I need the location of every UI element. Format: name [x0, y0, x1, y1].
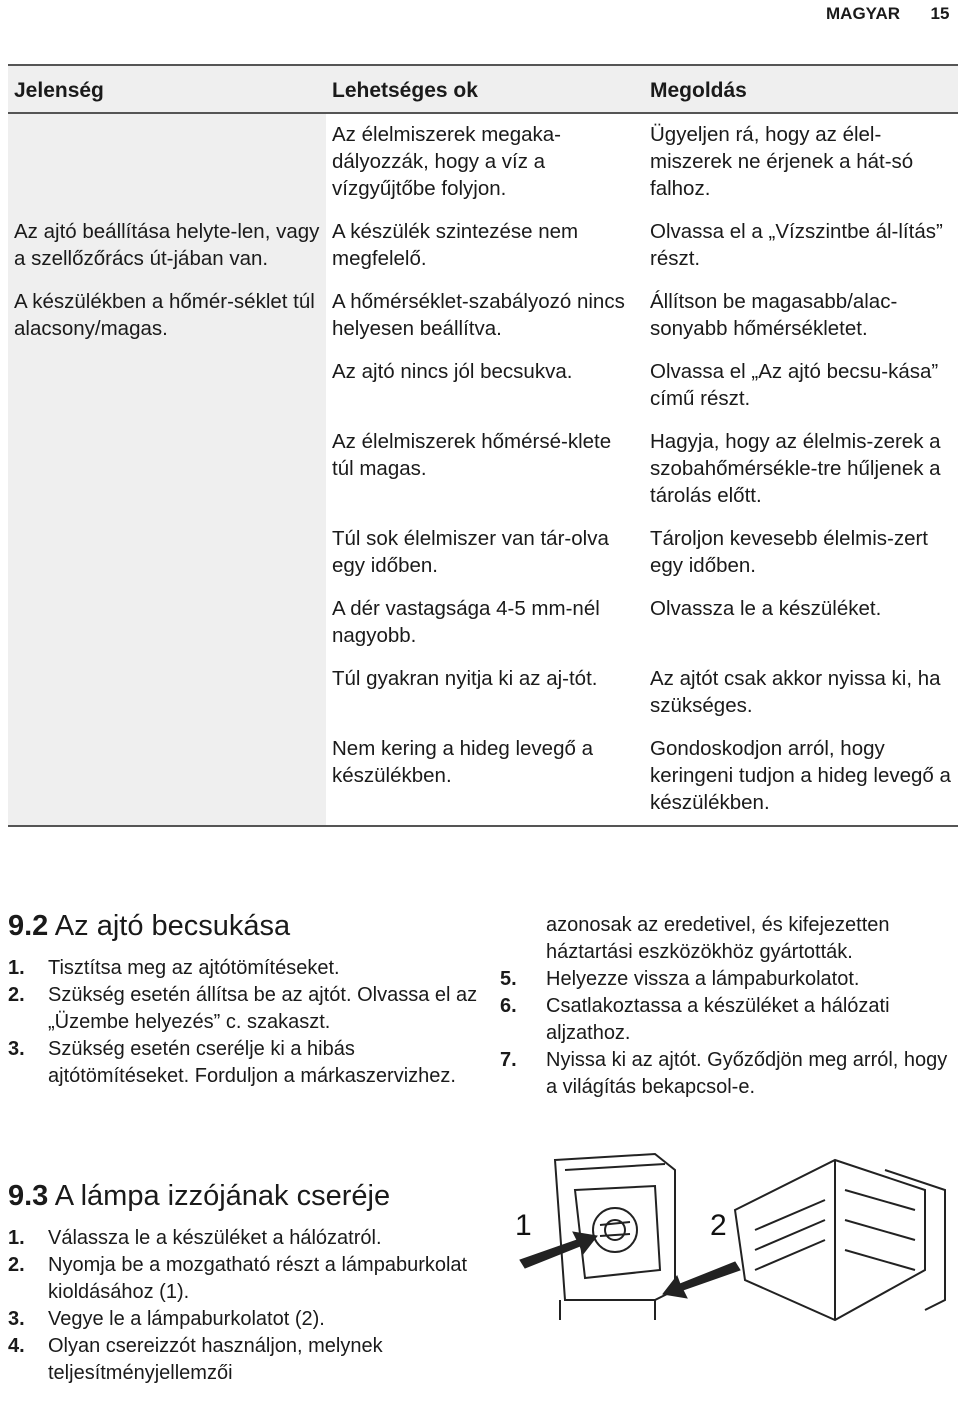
cause-cell: Nem kering a hideg levegő a készülékben.	[326, 728, 644, 826]
step-number: 3.	[8, 1308, 25, 1330]
step-text: Válassza le a készüléket a hálózatról.	[48, 1227, 382, 1249]
section-door-closing	[8, 910, 478, 1090]
lamp-cover-illustration	[505, 1150, 955, 1330]
language-label: MAGYAR	[816, 4, 920, 24]
table-row	[8, 351, 958, 421]
step-text: Nyomja be a mozgatható részt a lámpaburkolat kioldásához (1).	[48, 1254, 468, 1303]
cause-cell: A dér vastagsága 4-5 mm-nél nagyobb.	[332, 597, 600, 647]
solution-cell: Állítson be magasabb/alac-sonyabb hőmérsékletet.	[650, 290, 898, 340]
list-item	[8, 1252, 478, 1306]
cause-cell: A készülék szintezése nem megfelelő.	[332, 220, 579, 270]
step-text: Vegye le a lámpaburkolatot (2).	[48, 1308, 325, 1330]
step-number: 6.	[500, 995, 517, 1017]
section-lamp-replacement	[8, 1180, 478, 1387]
column-header: Megoldás	[644, 65, 958, 113]
symptom-cell	[8, 588, 326, 658]
symptom-cell	[8, 113, 326, 211]
table-row	[8, 421, 958, 518]
solution-cell: Gondoskodjon arról, hogy keringeni tudjon a hideg levegő a készülékben.	[644, 728, 958, 826]
step-number: 3.	[8, 1038, 25, 1060]
cause-cell: Túl sok élelmiszer van tár-olva egy időben.	[332, 527, 609, 577]
list-item	[500, 1047, 950, 1101]
list-item	[8, 1333, 478, 1387]
step-number: 1.	[8, 957, 25, 979]
solution-cell: Ügyeljen rá, hogy az élel-miszerek ne érjenek a hát-só falhoz.	[650, 123, 914, 200]
table-row	[8, 728, 958, 826]
solution-cell: Olvassa el a „Vízszintbe ál-lítás” részt.	[650, 220, 943, 270]
cause-cell: A hőmérséklet-szabályozó nincs helyesen beállítva.	[332, 290, 625, 340]
list-item	[8, 955, 478, 982]
cause-cell: Az élelmiszerek hőmérsé-klete túl magas.	[332, 430, 612, 480]
column-header: Jelenség	[8, 65, 326, 113]
table-row	[8, 281, 958, 351]
symptom-cell: Az ajtó beállítása helyte-len, vagy a szellőzőrács út-jában van.	[8, 211, 326, 281]
column-header: Lehetséges ok	[326, 65, 644, 113]
step-number: 2.	[8, 984, 25, 1006]
step-text: Nyissa ki az ajtót. Győződjön meg arról, hogy a világítás bekapcsol-e.	[546, 1049, 948, 1098]
step-label-2: 2	[710, 1209, 727, 1242]
solution-cell: Olvassza le a készüléket.	[650, 597, 882, 620]
solution-cell: Az ajtót csak akkor nyissa ki, ha szükséges.	[650, 667, 941, 717]
symptom-cell	[8, 351, 326, 421]
troubleshooting-table	[8, 64, 958, 827]
cause-cell: Az élelmiszerek megaka-dályozzák, hogy a víz a vízgyűjtőbe folyjon.	[332, 123, 561, 200]
step-text: Tisztítsa meg az ajtótömítéseket.	[48, 957, 340, 979]
step-text: Csatlakoztassa a készüléket a hálózati aljzathoz.	[546, 995, 890, 1044]
list-item	[500, 993, 950, 1047]
section-number: 9.3	[8, 1180, 49, 1212]
step-number: 4.	[8, 1335, 25, 1357]
page-header	[816, 0, 960, 28]
step-text: Helyezze vissza a lámpaburkolatot.	[546, 968, 860, 990]
symptom-cell	[8, 518, 326, 588]
step-number: 2.	[8, 1254, 25, 1276]
step-number: 7.	[500, 1049, 517, 1071]
step-label-1: 1	[515, 1209, 532, 1242]
section-heading	[8, 1180, 478, 1213]
cause-cell: Az ajtó nincs jól becsukva.	[332, 360, 573, 383]
symptom-cell: A készülékben a hőmér-séklet túl alacsony/magas.	[8, 281, 326, 351]
section-title: Az ajtó becsukása	[54, 910, 291, 942]
table-row	[8, 658, 958, 728]
lamp-steps-continued	[500, 966, 950, 1101]
section-title: A lámpa izzójának cseréje	[54, 1180, 391, 1212]
symptom-cell	[8, 658, 326, 728]
list-item	[8, 1306, 478, 1333]
step-text: Szükség esetén állítsa be az ajtót. Olvassa el az „Üzembe helyezés” c. szakaszt.	[48, 984, 478, 1033]
table-header-row	[8, 65, 958, 113]
list-item	[500, 966, 950, 993]
symptom-cell	[8, 728, 326, 826]
continued-steps	[500, 912, 950, 1101]
table-row	[8, 518, 958, 588]
solution-cell: Olvassa el „Az ajtó becsu-kása” című részt.	[650, 360, 939, 410]
list-item	[8, 982, 478, 1036]
continuation-text: azonosak az eredetivel, és kifejezetten háztartási eszközökhöz gyártották.	[546, 914, 890, 963]
symptom-cell	[8, 421, 326, 518]
section-number: 9.2	[8, 910, 49, 942]
step-text: Olyan csereizzót használjon, melynek teljesítményjellemzői	[48, 1335, 383, 1384]
door-steps	[8, 955, 478, 1090]
step-number: 1.	[8, 1227, 25, 1249]
table-row	[8, 211, 958, 281]
solution-cell: Tároljon kevesebb élelmis-zert egy időben.	[650, 527, 929, 577]
page-number: 15	[930, 4, 950, 23]
step-number: 5.	[500, 968, 517, 990]
cause-cell: Túl gyakran nyitja ki az aj-tót.	[332, 667, 598, 690]
solution-cell: Hagyja, hogy az élelmis-zerek a szobahőmérsékle-tre hűljenek a tárolás előtt.	[650, 430, 941, 507]
list-item	[8, 1225, 478, 1252]
step-text: Szükség esetén cserélje ki a hibás ajtótömítéseket. Forduljon a márkaszervizhez.	[48, 1038, 456, 1087]
table-row	[8, 588, 958, 658]
lamp-steps	[8, 1225, 478, 1387]
table-row	[8, 113, 958, 211]
section-heading	[8, 910, 478, 943]
list-item	[8, 1036, 478, 1090]
